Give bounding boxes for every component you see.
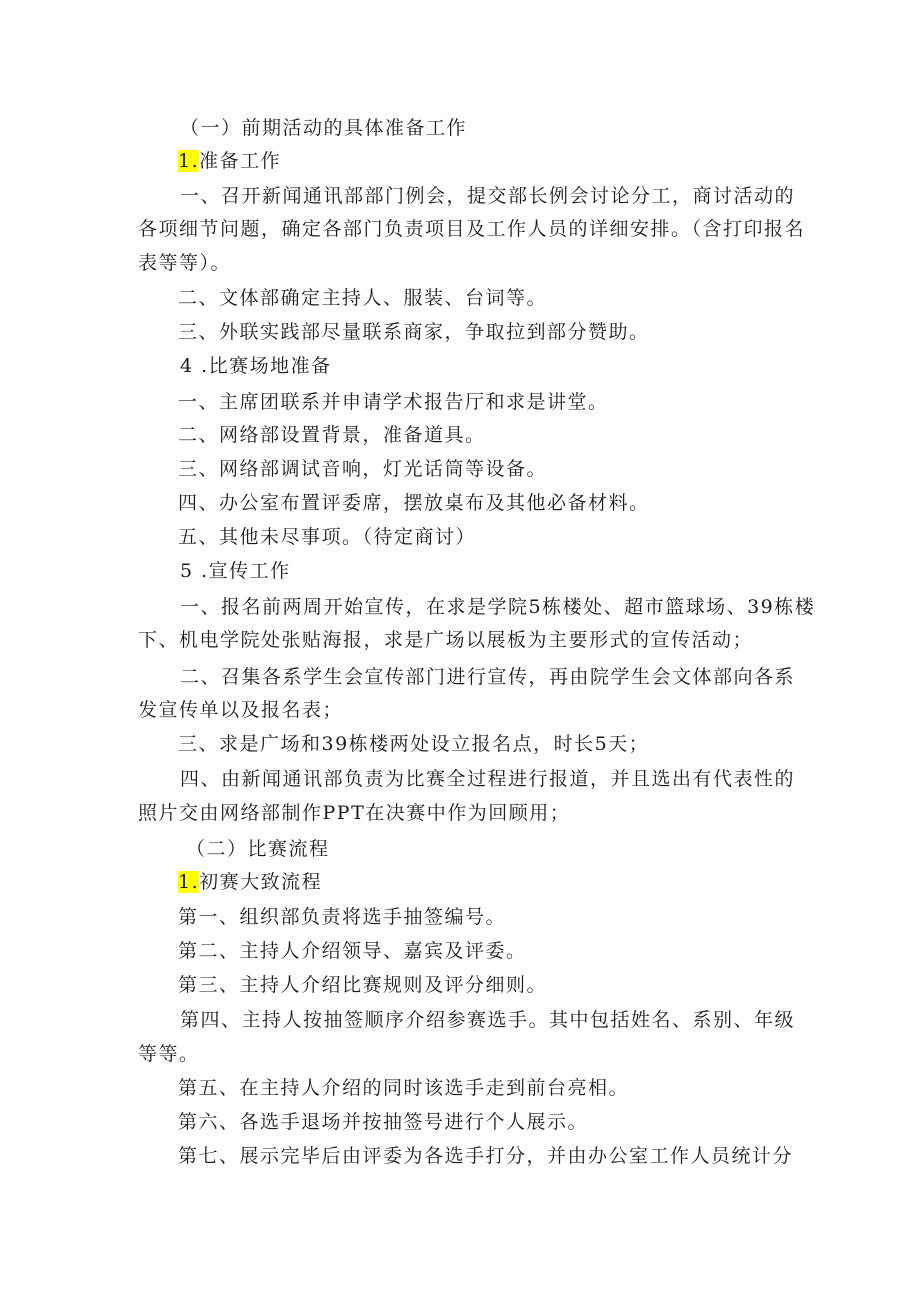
paragraph-line: 一、主席团联系并申请学术报告厅和求是讲堂。 — [178, 391, 609, 413]
paragraph-line: 等等。 — [138, 1043, 200, 1065]
paragraph-line: 表等等）。 — [138, 252, 232, 274]
paragraph-line: 照片交由网络部制作PPT在决赛中作为回顾用； — [138, 802, 571, 824]
section-heading-2: （二）比赛流程 — [186, 838, 330, 860]
paragraph-line: 第六、各选手退场并按抽签号进行个人展示。 — [178, 1111, 589, 1133]
paragraph-line: 第二、主持人介绍领导、嘉宾及评委。 — [178, 940, 527, 962]
paragraph-line: 五、其他未尽事项。（待定商讨） — [178, 526, 477, 548]
subheading-preliminary — [178, 869, 322, 895]
paragraph-line: 三、外联实践部尽量联系商家，争取拉到部分赞助。 — [178, 321, 650, 343]
paragraph-line: 一、召开新闻通讯部部门例会，提交部长例会讨论分工，商讨活动的 — [180, 185, 796, 207]
paragraph-line: 第三、主持人介绍比赛规则及评分细则。 — [178, 974, 548, 996]
subheading-preparation — [178, 148, 281, 174]
highlight-number: 1. — [178, 150, 200, 172]
paragraph-line: 三、网络部调试音响，灯光话筒等设备。 — [178, 458, 548, 480]
paragraph-line: 第七、展示完毕后由评委为各选手打分，并由办公室工作人员统计分 — [178, 1145, 794, 1167]
section-heading-1: （一）前期活动的具体准备工作 — [180, 117, 468, 139]
paragraph-line: 第四、主持人按抽签顺序介绍参赛选手。其中包括姓名、系别、年级 — [180, 1009, 796, 1031]
paragraph-line: 一、报名前两周开始宣传，在求是学院5栋楼处、超市篮球场、39栋楼 — [180, 596, 816, 618]
subheading-text: 准备工作 — [199, 150, 282, 172]
paragraph-line: 发宣传单以及报名表； — [138, 699, 344, 721]
paragraph-line: 二、网络部设置背景，准备道具。 — [178, 424, 486, 446]
paragraph-line: 第一、组织部负责将选手抽签编号。 — [178, 906, 507, 928]
paragraph-line: 二、召集各系学生会宣传部门进行宣传，再由院学生会文体部向各系 — [180, 666, 796, 688]
paragraph-line: 下、机电学院处张贴海报，求是广场以展板为主要形式的宣传活动； — [138, 629, 754, 651]
paragraph-line: 各项细节问题，确定各部门负责项目及工作人员的详细安排。（含打印报名 — [138, 218, 806, 240]
paragraph-line: 三、求是广场和39栋楼两处设立报名点，时长5天； — [178, 733, 650, 755]
paragraph-line: 第五、在主持人介绍的同时该选手走到前台亮相。 — [178, 1077, 630, 1099]
paragraph-line: 四、由新闻通讯部负责为比赛全过程进行报道，并且选出有代表性的 — [180, 768, 796, 790]
highlight-number: 1. — [178, 871, 200, 893]
subheading-text: 初赛大致流程 — [199, 871, 323, 893]
paragraph-line: 四、办公室布置评委席，摆放桌布及其他必备材料。 — [178, 492, 650, 514]
subheading-venue: 4 .比赛场地准备 — [180, 355, 332, 377]
paragraph-line: 二、文体部确定主持人、服装、台词等。 — [178, 287, 548, 309]
subheading-publicity: 5 .宣传工作 — [180, 560, 291, 582]
